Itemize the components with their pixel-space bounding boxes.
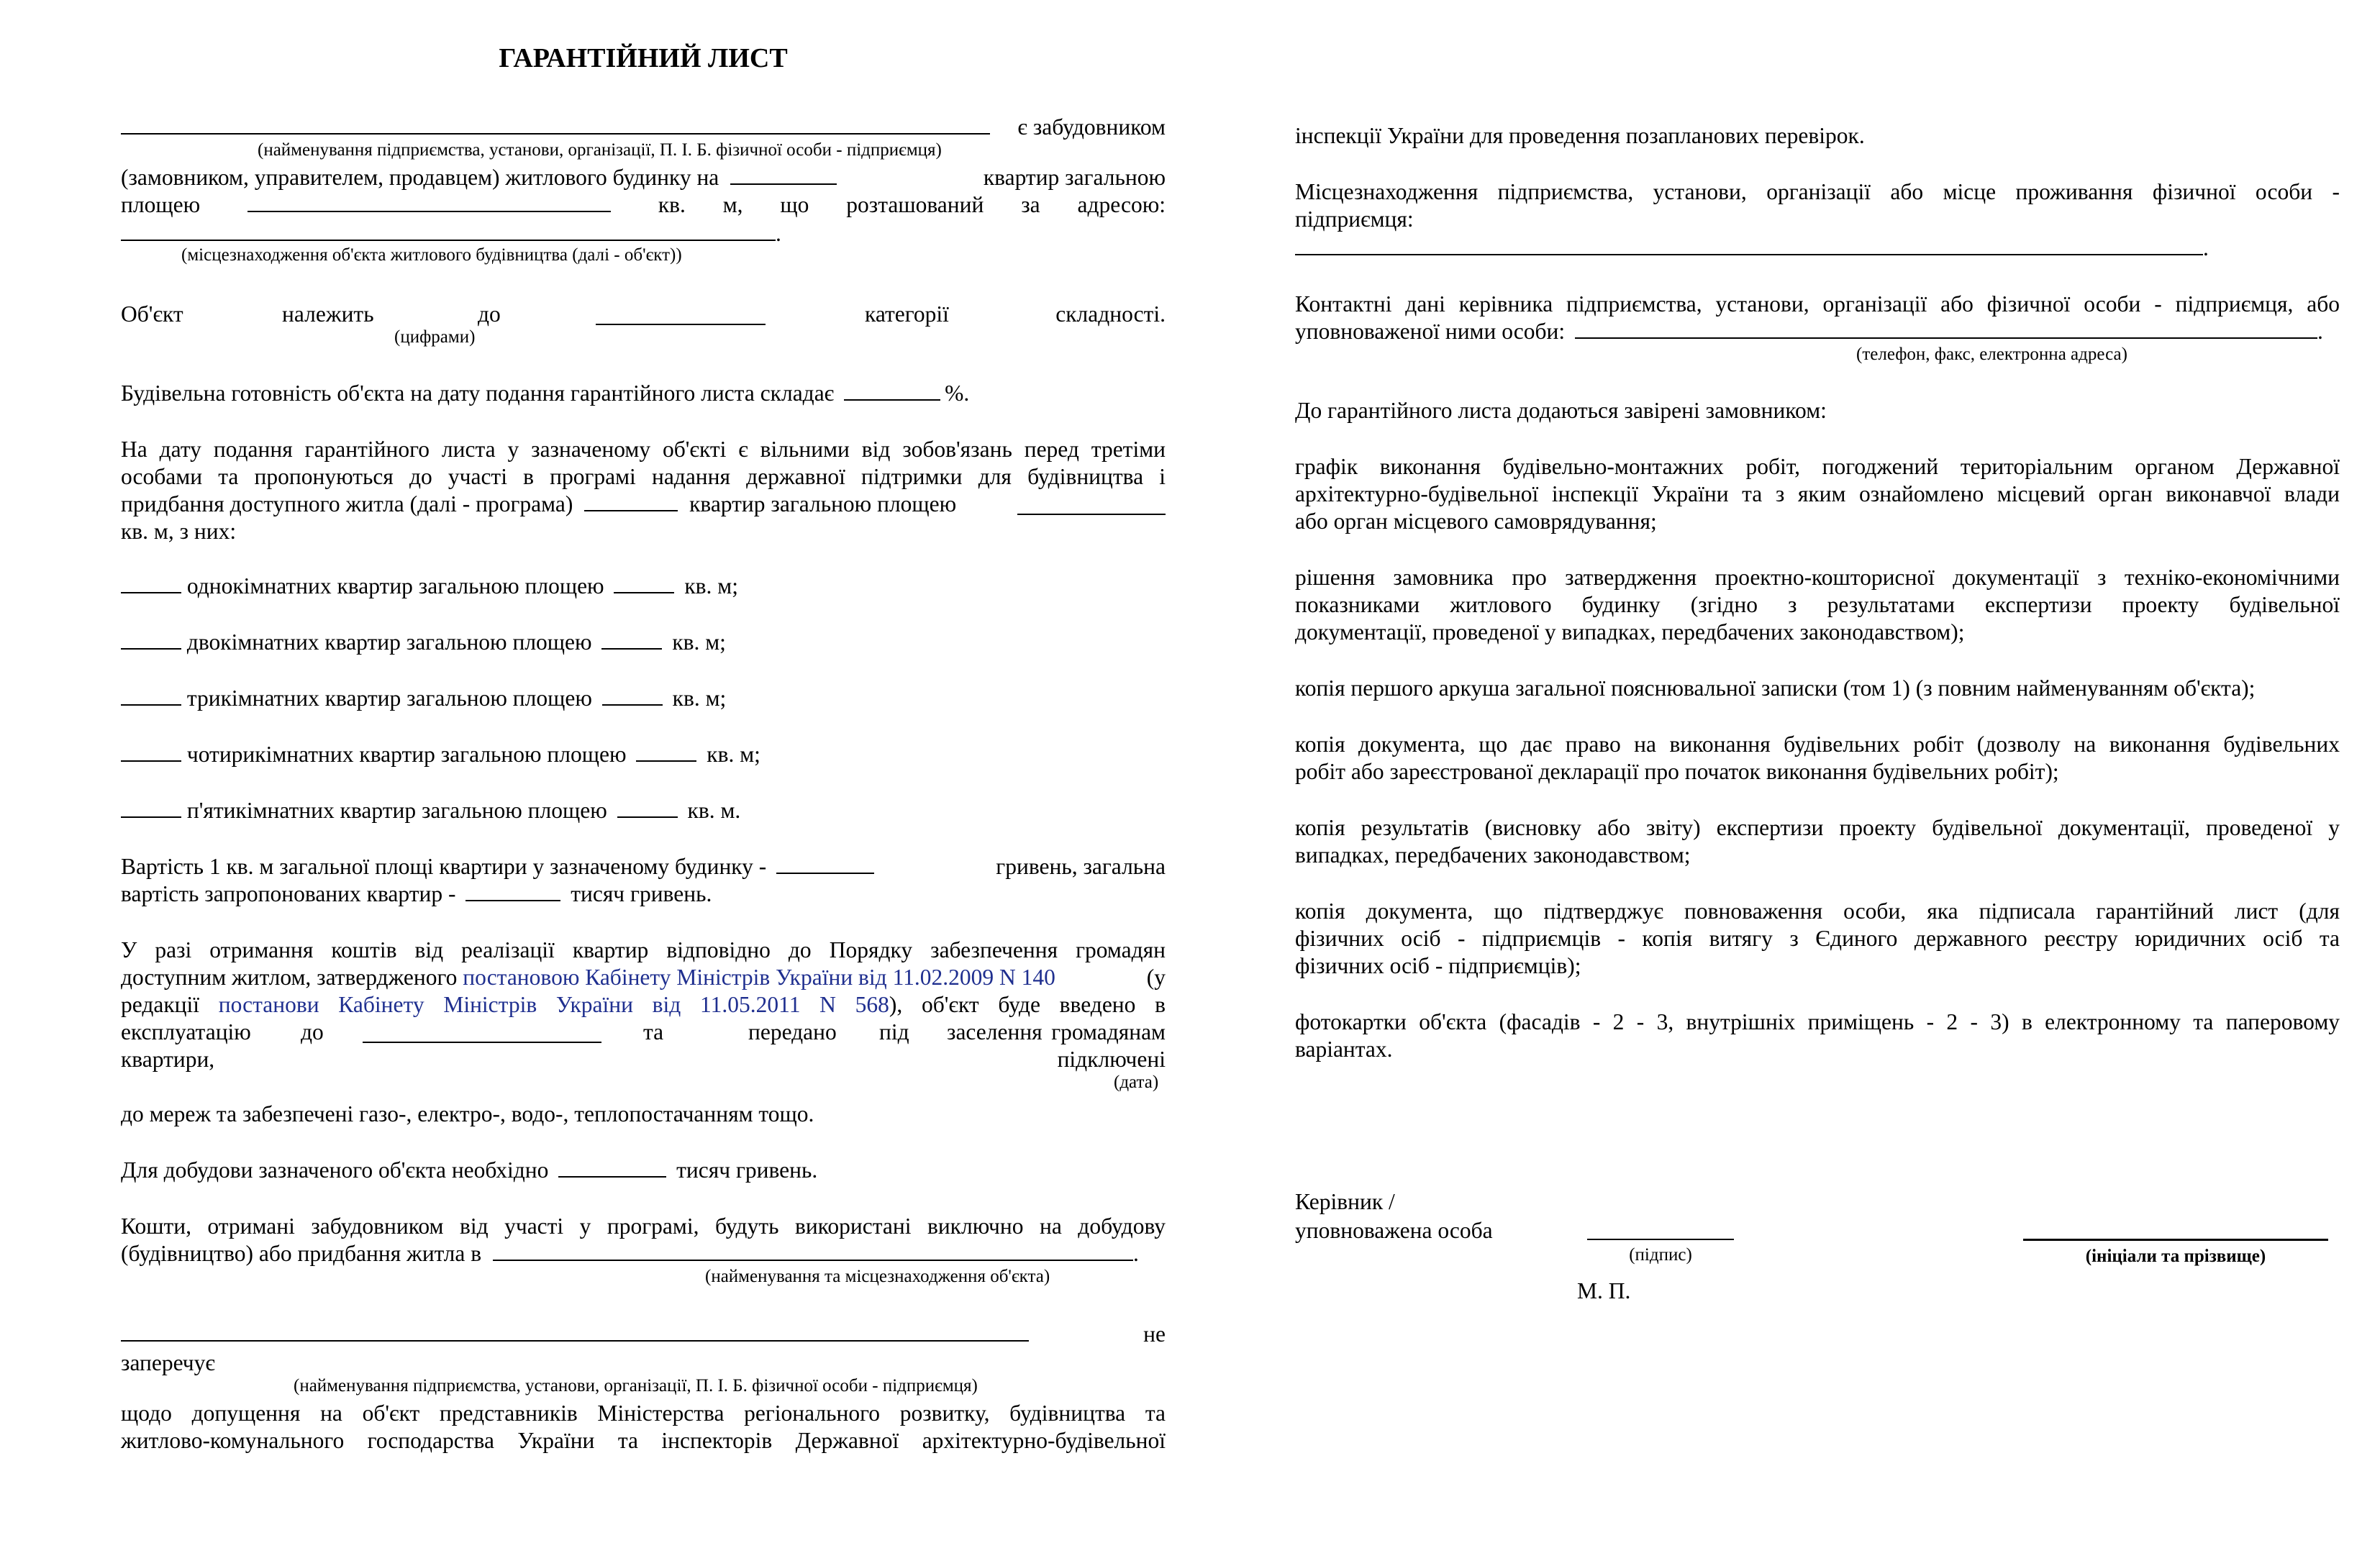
cost-line-2 (121, 880, 1166, 908)
r2-line-3 (1295, 235, 2340, 262)
r10-line-3: фізичних осіб - підприємців); (1295, 953, 1581, 978)
authorized-person-text: уповноваженої ними особи: (1295, 319, 1566, 344)
r3-line-1: Контактні дані керівника підприємства, установи, організації або фізичної особи - підприємця, або (1295, 291, 2340, 317)
room-line-1 (121, 573, 1166, 600)
p9-line-4: житлово-комунального господарства України та інспекторів Державної архітектурно-будівельної (121, 1428, 1166, 1453)
r6-line-2: показниками житлового будинку (згідно з результатами експертизи проекту будівельної (1295, 592, 2340, 617)
r2-line-2: підприємця: (1295, 206, 1414, 232)
building-line (121, 164, 1166, 191)
room-count-blank[interactable] (121, 798, 181, 818)
completion-text: Для добудови зазначеного об'єкта необхідно (121, 1157, 549, 1183)
housing-object-blank[interactable] (493, 1241, 1133, 1261)
r9-line-1: копія результатів (висновку або звіту) експертизи проекту будівельної документації, проведеної у (1295, 815, 2340, 840)
settlement-word: заселення (947, 1019, 1043, 1044)
p6-line-3 (121, 991, 1166, 1019)
date-caption: (дата) (1114, 1073, 1159, 1092)
commission-date-blank[interactable] (363, 1023, 601, 1043)
room-text: трикімнатних квартир загальною площею (186, 686, 592, 711)
readiness-line (121, 380, 1166, 407)
object-caption: (найменування та місцезнаходження об'єкта) (705, 1267, 1050, 1286)
category-word: категорії (865, 301, 949, 327)
completion-unit: тисяч гривень. (676, 1157, 818, 1183)
area-label: площею (121, 192, 201, 217)
r8-line-1: копія документа, що дає право на виконання будівельних робіт (дозволу на виконання будівельних (1295, 732, 2340, 757)
r11-line-2: варіантах. (1295, 1037, 1393, 1062)
room-text: чотирикімнатних квартир загальною площею (186, 742, 627, 767)
readiness-percent-blank[interactable] (844, 381, 940, 401)
room-count-blank[interactable] (121, 686, 181, 706)
room-area-blank[interactable] (602, 686, 663, 706)
r8-line-2: робіт або зареєстрованої декларації про початок виконання будівельних робіт); (1295, 759, 2059, 784)
name-blank[interactable] (2023, 1239, 2328, 1241)
room-area-blank[interactable] (617, 798, 678, 818)
inspection-party-blank[interactable] (121, 1321, 1029, 1342)
developer-name-blank[interactable] (121, 114, 990, 135)
object-word: Об'єкт (121, 301, 183, 327)
total-cost-text: вартість запропонованих квартир - (121, 881, 456, 906)
room-unit: кв. м; (672, 629, 726, 655)
apartments-count-blank[interactable] (730, 165, 837, 185)
address-blank[interactable] (121, 221, 776, 241)
address-line-tail: . (776, 221, 781, 246)
address-caption: (місцезнаходження об'єкта житлового будівництва (далі - об'єкт)) (181, 245, 682, 265)
room-count-blank[interactable] (121, 742, 181, 762)
p8-line-1: Кошти, отримані забудовником від участі у програмі, будуть використані виключно на добудову (121, 1214, 1166, 1239)
p4-line-4: кв. м, з них: (121, 519, 237, 544)
p8-line-2 (121, 1240, 1166, 1267)
address-label: кв. м, що розташований за адресою: (658, 192, 1166, 217)
name-caption: (ініціали та прізвище) (2085, 1247, 2266, 1266)
belongs-word: належить (282, 301, 374, 327)
p6-line-1: У разі отримання коштів від реалізації квартир відповідно до Порядку забезпечення громадян (121, 937, 1166, 962)
building-line-text: (замовником, управителем, продавцем) житлового будинку на (121, 165, 719, 190)
address-line (121, 220, 1166, 247)
r5-line-3: або орган місцевого самоврядування; (1295, 509, 1657, 534)
signer-title-2: уповноважена особа (1295, 1218, 1493, 1243)
developer-line (121, 114, 1166, 141)
p6-line-2-tail: (у (1146, 965, 1166, 990)
for-word: під (879, 1019, 909, 1044)
room-line-5 (121, 797, 1166, 824)
percent-sign: %. (945, 381, 970, 406)
connected-word: підключені (1057, 1047, 1166, 1072)
transferred-word: передано (748, 1019, 837, 1044)
citizens-word: громадянам (1051, 1019, 1166, 1044)
r10-line-2: фізичних осіб - підприємців - копія витягу з Єдиного державного реєстру юридичних осіб та (1295, 926, 2340, 951)
apartments-word: квартири, (121, 1047, 215, 1072)
developer-caption: (найменування підприємства, установи, організації, П. І. Б. фізичної особи - підприємця) (258, 140, 942, 160)
total-area-text: квартир загальною площею (689, 491, 957, 516)
signer-title-1: Керівник / (1295, 1189, 1395, 1214)
building-line-tail: квартир загальною (983, 165, 1166, 190)
r1-line: інспекції України для проведення позапланових перевірок. (1295, 123, 1865, 148)
p4-line-2: особами та пропонуються до участі в програмі надання державної підтримки для будівництва і (121, 464, 1166, 489)
p6-line-5 (121, 1046, 1166, 1073)
room-unit: кв. м; (707, 742, 760, 767)
complexity-category-blank[interactable] (596, 305, 766, 325)
document-title: ГАРАНТІЙНИЙ ЛИСТ (499, 43, 788, 73)
program-text: придбання доступного житла (далі - програма) (121, 491, 573, 516)
not-word: не (1143, 1321, 1166, 1347)
room-unit: кв. м; (672, 686, 727, 711)
cost-per-sqm-blank[interactable] (776, 854, 874, 874)
room-text: однокімнатних квартир загальною площею (186, 573, 604, 598)
housing-text: (будівництво) або придбання житла в (121, 1241, 482, 1266)
r6-line-1: рішення замовника про затвердження проектно-кошторисної документації з техніко-економічними (1295, 565, 2340, 590)
room-count-blank[interactable] (121, 629, 181, 650)
complexity-word: складності. (1055, 301, 1166, 327)
readiness-text: Будівельна готовність об'єкта на дату подання гарантійного листа складає (121, 381, 835, 406)
r5-line-2: архітектурно-будівельної інспекції України та з яким ознайомлено місцевий орган виконавчої влади (1295, 481, 2340, 506)
room-line-4 (121, 741, 1166, 768)
r3-line-2 (1295, 318, 2340, 345)
p4-line-1: На дату подання гарантійного листа у зазначеному об'єкті є вільними від зобов'язань перед третіми (121, 437, 1166, 462)
signature-caption: (підпис) (1629, 1245, 1692, 1265)
inspection-party-caption: (найменування підприємства, установи, організації, П. І. Б. фізичної особи - підприємця) (294, 1376, 978, 1396)
p6-line-6: до мереж та забезпечені газо-, електро-, водо-, теплопостачанням тощо. (121, 1101, 814, 1126)
completion-cost-blank[interactable] (558, 1157, 666, 1178)
r7-line: копія першого аркуша загальної пояснювальної записки (том 1) (з повним найменуванням об'єкта); (1295, 675, 2256, 701)
r5-line-1: графік виконання будівельно-монтажних робіт, погоджений територіальним органом Державної (1295, 454, 2340, 479)
resolution-568-link[interactable]: постанови Кабінету Міністрів України від 11.05.2011 N 568 (218, 992, 889, 1017)
room-count-blank[interactable] (121, 573, 181, 593)
r11-line-1: фотокартки об'єкта (фасадів - 2 - 3, внутрішніх приміщень - 2 - 3) в електронному та паперовому (1295, 1009, 2340, 1034)
room-area-blank[interactable] (636, 742, 696, 762)
p4-line-3 (121, 491, 1166, 518)
thousand-uah: тисяч гривень. (571, 881, 712, 906)
r4-line: До гарантійного листа додаються завірені замовником: (1295, 398, 1827, 423)
room-area-blank[interactable] (614, 573, 674, 593)
r2-line-3-tail: . (2203, 235, 2209, 260)
area-address-line (121, 191, 1166, 219)
total-cost-blank[interactable] (465, 881, 560, 901)
p9-line-1 (121, 1321, 1166, 1348)
r2-line-1: Місцезнаходження підприємства, установи, організації або місце проживання фізичної особи - (1295, 179, 2340, 204)
room-unit: кв. м; (684, 573, 738, 598)
program-apartments-blank[interactable] (584, 491, 678, 511)
room-unit: кв. м. (687, 798, 741, 823)
cost-line-1 (121, 853, 1166, 880)
digits-caption: (цифрами) (394, 327, 476, 347)
p8-line-2-tail: . (1132, 1241, 1139, 1266)
room-text: двокімнатних квартир загальною площею (186, 629, 592, 655)
and-word: та (643, 1019, 664, 1044)
edition-text: редакції (121, 992, 199, 1017)
area-blank[interactable] (247, 192, 611, 212)
contact-details-blank[interactable] (1575, 319, 2317, 339)
r10-line-1: копія документа, що підтверджує повноваження особи, яка підписала гарантійний лист (для (1295, 898, 2340, 924)
p9-line-3: щодо допущення на об'єкт представників Міністерства регіонального розвитку, будівництва та (121, 1401, 1166, 1426)
completion-line (121, 1157, 1166, 1184)
cost-line-tail: гривень, загальна (996, 854, 1166, 879)
room-line-2 (121, 629, 1166, 656)
room-area-blank[interactable] (601, 629, 662, 650)
r6-line-3: документації, проведеної у випадках, передбачених законодавством); (1295, 619, 1965, 645)
operation-word: експлуатацію (121, 1019, 251, 1044)
until-word: до (301, 1019, 324, 1044)
program-area-blank[interactable] (1017, 495, 1166, 515)
approved-text: доступним житлом, затвердженого (121, 965, 458, 990)
signature-blank[interactable] (1587, 1239, 1734, 1240)
resolution-140-link[interactable]: постановою Кабінету Міністрів України від 11.02.2009 N 140 (463, 965, 1055, 990)
contact-caption: (телефон, факс, електронна адреса) (1856, 345, 2127, 364)
p6-line-2 (121, 964, 1166, 991)
cost-text: Вартість 1 кв. м загальної площі квартири у зазначеному будинку - (121, 854, 767, 879)
location-blank[interactable] (1295, 235, 2203, 255)
developer-line-tail: є забудовником (1017, 114, 1166, 140)
p9-line-2: заперечує (121, 1350, 215, 1375)
seal-place: М. П. (1577, 1278, 1631, 1303)
to-word: до (478, 301, 501, 327)
r3-line-2-tail: . (2317, 319, 2323, 344)
r9-line-2: випадках, передбачених законодавством; (1295, 842, 1691, 868)
room-text: п'ятикімнатних квартир загальною площею (186, 798, 607, 823)
room-line-3 (121, 685, 1166, 712)
p6-line-3-tail: ), об'єкт буде введено в (889, 992, 1166, 1017)
